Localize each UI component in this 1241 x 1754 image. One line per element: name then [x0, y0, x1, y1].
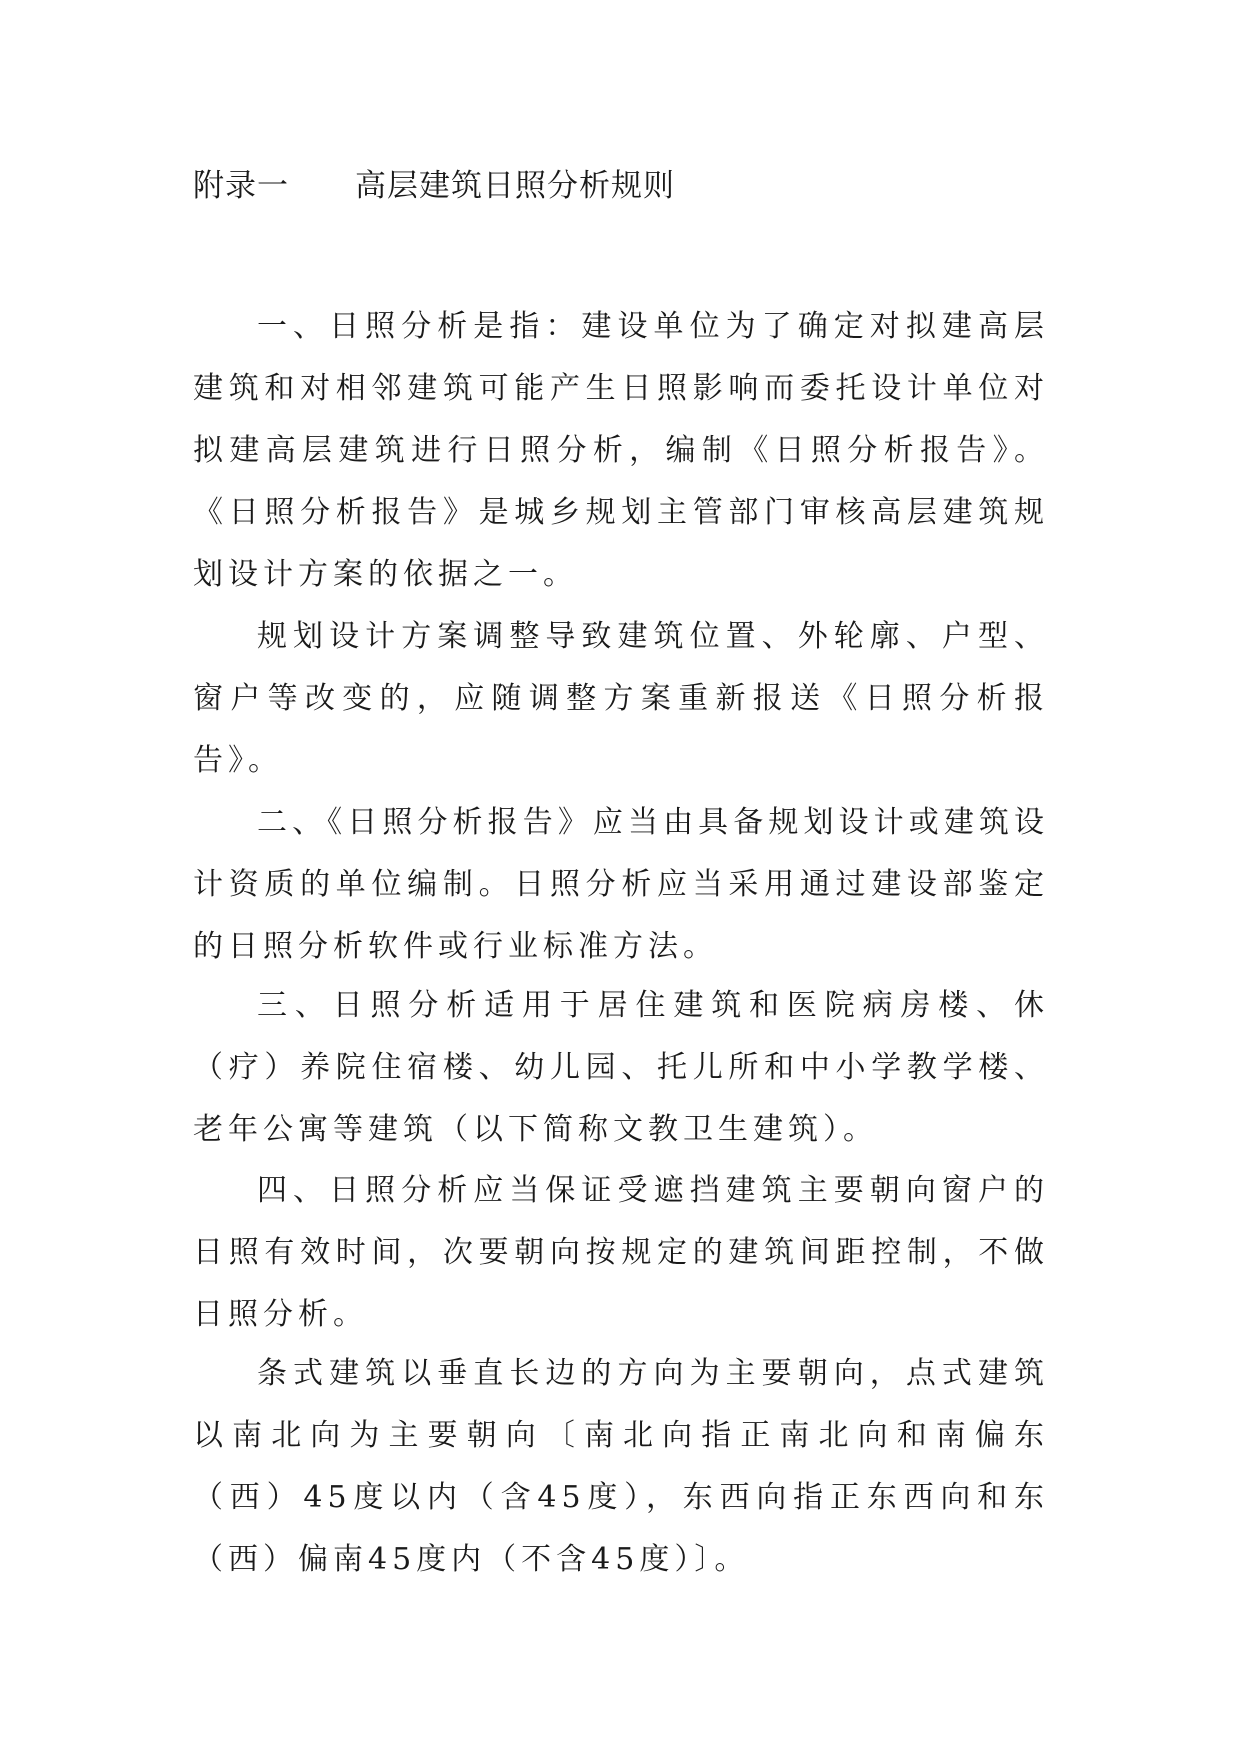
title-text: 高层建筑日照分析规则 — [355, 168, 675, 204]
paragraph-resubmission: 规划设计方案调整导致建筑位置、外轮廓、户型、窗户等改变的，应随调整方案重新报送《日照分析报告》。 — [193, 619, 1049, 778]
paragraph-scope: 三、日照分析适用于居住建筑和医院病房楼、休（疗）养院住宿楼、幼儿园、托儿所和中小学教学楼、老年公寓等建筑（以下简称文教卫生建筑）。 — [193, 988, 1049, 1147]
paragraph-orientation-definition: 条式建筑以垂直长边的方向为主要朝向，点式建筑以南北向为主要朝向〔南北向指正南北向和南偏东（西）45度以内（含45度），东西向指正东西向和东（西）偏南45度内（不含45度）〕。 — [193, 1356, 1049, 1577]
appendix-label: 附录一 — [193, 168, 289, 204]
paragraph-definition: 一、日照分析是指：建设单位为了确定对拟建高层建筑和对相邻建筑可能产生日照影响而委托设计单位对拟建高层建筑进行日照分析，编制《日照分析报告》。《日照分析报告》是城乡规划主管部门审核高层建筑规划设计方案的依据之一。 — [193, 309, 1049, 592]
document-title — [193, 164, 675, 208]
paragraph-orientation: 四、日照分析应当保证受遮挡建筑主要朝向窗户的日照有效时间，次要朝向按规定的建筑间距控制，不做日照分析。 — [193, 1173, 1049, 1332]
paragraph-qualification: 二、《日照分析报告》应当由具备规划设计或建筑设计资质的单位编制。日照分析应当采用通过建设部鉴定的日照分析软件或行业标准方法。 — [193, 805, 1049, 964]
